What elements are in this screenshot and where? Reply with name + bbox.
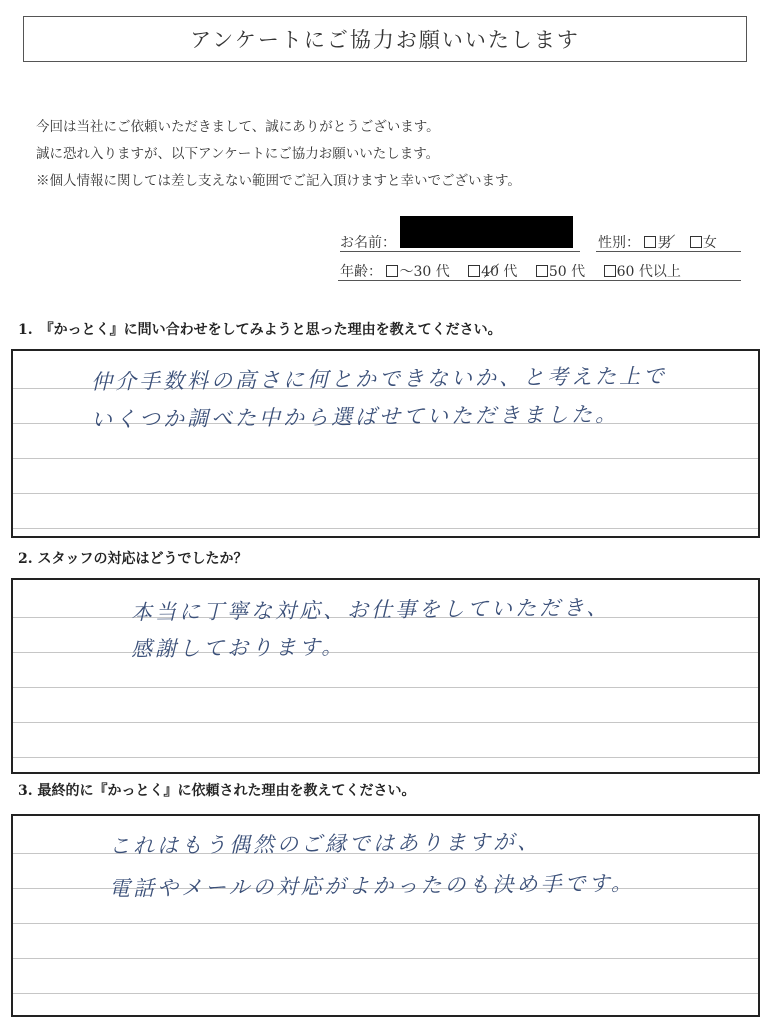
name-label: お名前： <box>340 235 396 251</box>
intro-text <box>36 114 521 195</box>
checkbox-checked-icon[interactable] <box>468 265 480 277</box>
survey-title: アンケートにご協力お願いいたします <box>23 16 747 62</box>
age-option-60plus[interactable]: 60 代以上 <box>604 264 681 280</box>
gender-option-male[interactable]: 男 <box>644 235 671 251</box>
gender-underline <box>596 251 741 252</box>
checkbox-icon[interactable] <box>690 236 702 248</box>
age-option-under30[interactable]: ～30 代 <box>386 264 449 280</box>
name-underline <box>340 251 580 252</box>
intro-line: 今回は当社にご依頼いただきまして、誠にありがとうございます。 <box>36 119 440 135</box>
handwritten-answer-line: これはもう偶然のご縁ではありますが、 <box>108 829 542 859</box>
age-option-50s[interactable]: 50 代 <box>536 264 585 280</box>
gender-field <box>598 232 731 252</box>
age-field <box>340 261 695 281</box>
handwritten-answer-line: 仲介手数料の高さに何とかできないか、と考えた上で <box>90 363 668 395</box>
answer-box-1[interactable] <box>11 349 760 538</box>
question-3: 3. 最終的に『かっとく』に依頼された理由を教えてください。 <box>18 783 416 799</box>
intro-line: 誠に恐れ入りますが、以下アンケートにご協力お願いいたします。 <box>36 146 440 162</box>
age-label: 年齢： <box>340 264 382 280</box>
question-1: 1. 『かっとく』に問い合わせをしてみようと思った理由を教えてください。 <box>18 322 502 338</box>
name-redaction <box>400 216 573 248</box>
checkbox-icon[interactable] <box>604 265 616 277</box>
checkbox-icon[interactable] <box>386 265 398 277</box>
gender-option-female[interactable]: 女 <box>690 235 717 251</box>
age-underline <box>338 280 741 281</box>
handwritten-answer-line: 電話やメールの対応がよかったのも決め手です。 <box>108 871 636 901</box>
age-option-40s[interactable]: 40 代 <box>468 264 517 280</box>
handwritten-answer-line: 本当に丁寧な対応、お仕事をしていただき、 <box>130 595 611 625</box>
answer-box-2[interactable] <box>11 578 760 774</box>
checkbox-icon[interactable] <box>536 265 548 277</box>
handwritten-answer-line: 感謝しております。 <box>130 634 346 662</box>
question-2: 2. スタッフの対応はどうでしたか？ <box>18 551 248 567</box>
intro-line: ※個人情報に関しては差し支えない範囲でご記入頂けますと幸いでございます。 <box>36 173 521 189</box>
checkbox-checked-icon[interactable] <box>644 236 656 248</box>
gender-label: 性別： <box>598 235 640 251</box>
answer-box-3[interactable] <box>11 814 760 1017</box>
handwritten-answer-line: いくつか調べた中から選ばせていただきました。 <box>90 402 620 432</box>
